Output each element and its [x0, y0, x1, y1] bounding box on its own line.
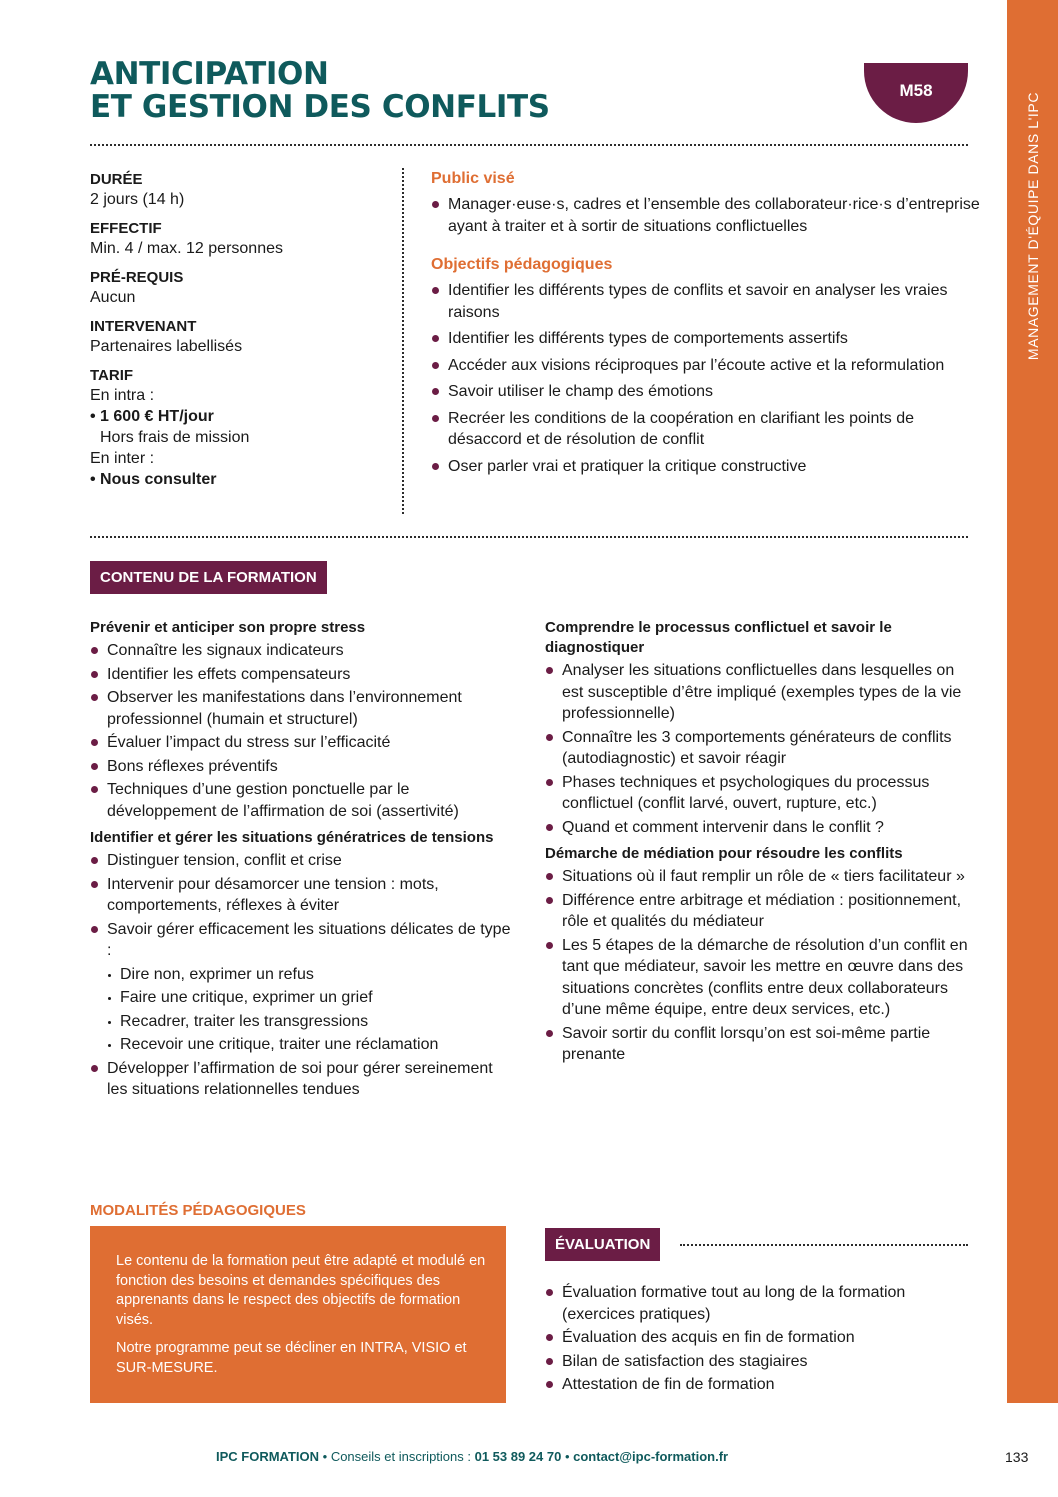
contenu-right-heading-1: Comprendre le processus conflictuel et savoir le diagnostiquer [545, 619, 892, 656]
list-item: Phases techniques et psychologiques du processus conflictuel (conflit larvé, ouvert, rupture, etc.) [545, 772, 973, 815]
sub-list-item: Recevoir une critique, traiter une réclamation [107, 1034, 515, 1056]
duree-value: 2 jours (14 h) [90, 191, 185, 208]
duree-label: DURÉE [90, 171, 143, 188]
evaluation-list [545, 1282, 973, 1396]
contenu-left-list-1 [90, 640, 515, 822]
tarif-inter-label: En inter : [90, 450, 155, 467]
sub-list-item: Faire une critique, exprimer un grief [107, 987, 515, 1009]
contenu-right-heading-2: Démarche de médiation pour résoudre les conflits [545, 845, 903, 862]
effectif-label: EFFECTIF [90, 220, 162, 237]
list-item: Identifier les différents types de comportements assertifs [431, 328, 981, 350]
footer-separator: • [561, 1449, 574, 1464]
evaluation-divider [680, 1244, 968, 1246]
footer-phone[interactable]: 01 53 89 24 70 [474, 1449, 562, 1464]
tarif-label: TARIF [90, 367, 134, 384]
footer-email[interactable]: contact@ipc-formation.fr [573, 1449, 729, 1464]
list-item: Intervenir pour désamorcer une tension : mots, comportements, réflexes à éviter [90, 874, 515, 917]
modalites-heading: MODALITÉS PÉDAGOGIQUES [90, 1202, 306, 1219]
list-item: Développer l’affirmation de soi pour gérer sereinement les situations relationnelles tendues [90, 1058, 515, 1101]
footer-separator: • [319, 1449, 331, 1464]
title-line-1: ANTICIPATION [90, 56, 329, 92]
list-item: Différence entre arbitrage et médiation : positionnement, rôle et qualités du médiateur [545, 890, 973, 933]
list-item: Savoir utiliser le champ des émotions [431, 381, 981, 403]
list-item: Savoir sortir du conflit lorsqu’on est soi-même partie prenante [545, 1023, 973, 1066]
modalites-paragraph-1: Le contenu de la formation peut être adapté et modulé en fonction des besoins et demandes spécifiques des apprenants dans le respect des objectifs de formation visés. [116, 1253, 486, 1328]
header-divider [90, 144, 968, 146]
module-code-badge: M58 [864, 63, 968, 123]
list-item: Bilan de satisfaction des stagiaires [545, 1351, 973, 1373]
list-item: Connaître les signaux indicateurs [90, 640, 515, 662]
tarif-intra-note: Hors frais de mission [100, 429, 250, 446]
list-item: Identifier les effets compensateurs [90, 664, 515, 686]
contenu-right-column [545, 618, 973, 1066]
prerequis-value: Aucun [90, 289, 136, 306]
evaluation-tag: ÉVALUATION [545, 1228, 660, 1261]
intervenant-value: Partenaires labellisés [90, 338, 243, 355]
contenu-tag: CONTENU DE LA FORMATION [90, 561, 327, 594]
list-item: Observer les manifestations dans l’environnement professionnel (humain et structurel) [90, 687, 515, 730]
contenu-right-list-2 [545, 866, 973, 1066]
list-item: Évaluation des acquis en fin de formation [545, 1327, 973, 1349]
effectif-value: Min. 4 / max. 12 personnes [90, 240, 283, 257]
objectifs-list [431, 280, 981, 477]
prerequis-label: PRÉ-REQUIS [90, 269, 184, 286]
list-item: Distinguer tension, conflit et crise [90, 850, 515, 872]
sub-list-item: Recadrer, traiter les transgressions [107, 1011, 515, 1033]
tarif-intra-label: En intra : [90, 387, 155, 404]
list-item: Évaluer l’impact du stress sur l’efficacité [90, 732, 515, 754]
tarif-intra-price: • 1 600 € HT/jour [90, 408, 214, 425]
list-item: Identifier les différents types de conflits et savoir en analyser les vraies raisons [431, 280, 981, 323]
contenu-left-list-2 [90, 850, 515, 1101]
footer-label: Conseils et inscriptions : [330, 1449, 475, 1464]
page-title [90, 58, 550, 124]
intervenant-label: INTERVENANT [90, 318, 197, 335]
list-item: Oser parler vrai et pratiquer la critique constructive [431, 456, 981, 478]
modalites-box [90, 1226, 506, 1403]
side-band [1007, 0, 1058, 1403]
tarif-inter-value: • Nous consulter [90, 471, 217, 488]
list-item: Accéder aux visions réciproques par l’écoute active et la reformulation [431, 355, 981, 377]
list-item: Attestation de fin de formation [545, 1374, 973, 1396]
list-item: Recréer les conditions de la coopération en clarifiant les points de désaccord et de résolution de conflit [431, 408, 981, 451]
info-divider [402, 168, 404, 514]
contenu-right-list-1 [545, 660, 973, 838]
contenu-left-heading-1: Prévenir et anticiper son propre stress [90, 619, 366, 636]
list-item: Quand et comment intervenir dans le conflit ? [545, 817, 973, 839]
list-item: Évaluation formative tout au long de la formation (exercices pratiques) [545, 1282, 973, 1325]
contenu-left-heading-2: Identifier et gérer les situations génératrices de tensions [90, 829, 494, 846]
list-item: Connaître les 3 comportements générateurs de conflits (autodiagnostic) et savoir réagir [545, 727, 973, 770]
info-bottom-divider [90, 536, 968, 538]
list-item: Analyser les situations conflictuelles dans lesquelles on est susceptible d’être impliqué (exemples types de la vie professionnelle) [545, 660, 973, 725]
list-item: Les 5 étapes de la démarche de résolution d’un conflit en tant que médiateur, savoir les mettre en œuvre dans des situations concrètes (conflits entre deux collaborateurs d’une même équipe, entre deux services, etc.) [545, 935, 973, 1021]
list-item: Manager·euse·s, cadres et l’ensemble des collaborateur·rice·s d’entreprise ayant à traiter et à sortir de situations conflictuelles [431, 194, 981, 237]
public-objectifs [431, 168, 981, 477]
footer-brand: IPC FORMATION [216, 1449, 320, 1464]
contenu-left-column [90, 618, 515, 1101]
sub-list-item: Dire non, exprimer un refus [107, 964, 515, 986]
evaluation-column [545, 1282, 973, 1396]
footer-contact [216, 1449, 728, 1464]
list-item: Bons réflexes préventifs [90, 756, 515, 778]
modalites-paragraph-2: Notre programme peut se décliner en INTRA, VISIO et SUR-MESURE. [116, 1340, 467, 1376]
course-info [90, 170, 390, 490]
page-number: 133 [1005, 1449, 1029, 1465]
list-item: Savoir gérer efficacement les situations délicates de type : [90, 919, 515, 962]
public-list [431, 194, 981, 237]
list-item: Techniques d’une gestion ponctuelle par le développement de l’affirmation de soi (assertivité) [90, 779, 515, 822]
public-heading: Public visé [431, 170, 515, 187]
title-line-2: ET GESTION DES CONFLITS [90, 89, 550, 125]
objectifs-heading: Objectifs pédagogiques [431, 256, 613, 273]
list-item: Situations où il faut remplir un rôle de « tiers facilitateur » [545, 866, 973, 888]
side-band-label: MANAGEMENT D'ÉQUIPE DANS L'IPC [1024, 91, 1041, 361]
